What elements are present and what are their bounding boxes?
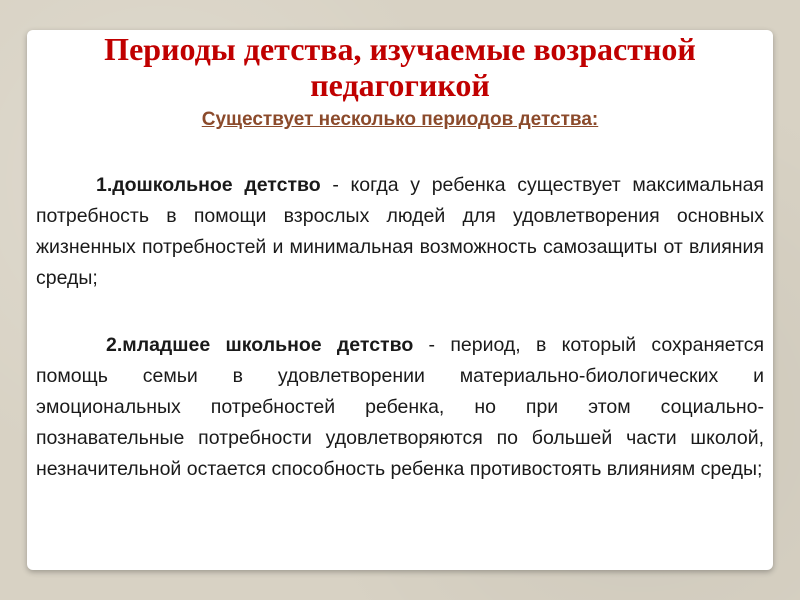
- period-item-preschool: [36, 170, 764, 294]
- period-term: 2.младшее школьное детство: [106, 334, 414, 356]
- period-term: 1.дошкольное детство: [96, 174, 321, 196]
- period-description: - когда у ребенка существует максимальная потребность в помощи взрослых людей для удовлетворения основных жизненных потребностей и минимальная возможность самозащиты от влияния среды;: [36, 174, 764, 289]
- slide-title: Периоды детства, изучаемые возрастной педагогикой: [104, 31, 696, 103]
- period-item-primary-school: [36, 330, 764, 485]
- slide-subtitle: Существует несколько периодов детства:: [201, 109, 599, 130]
- period-description: - период, в который сохраняется помощь семьи в удовлетворении материально-биологических и эмоциональных потребностей ребенка, но при этом социально-познавательные потребности удовлетворяются по большей части школой, незначительной остается способность ребенка противостоять влияниям среды;: [36, 334, 764, 480]
